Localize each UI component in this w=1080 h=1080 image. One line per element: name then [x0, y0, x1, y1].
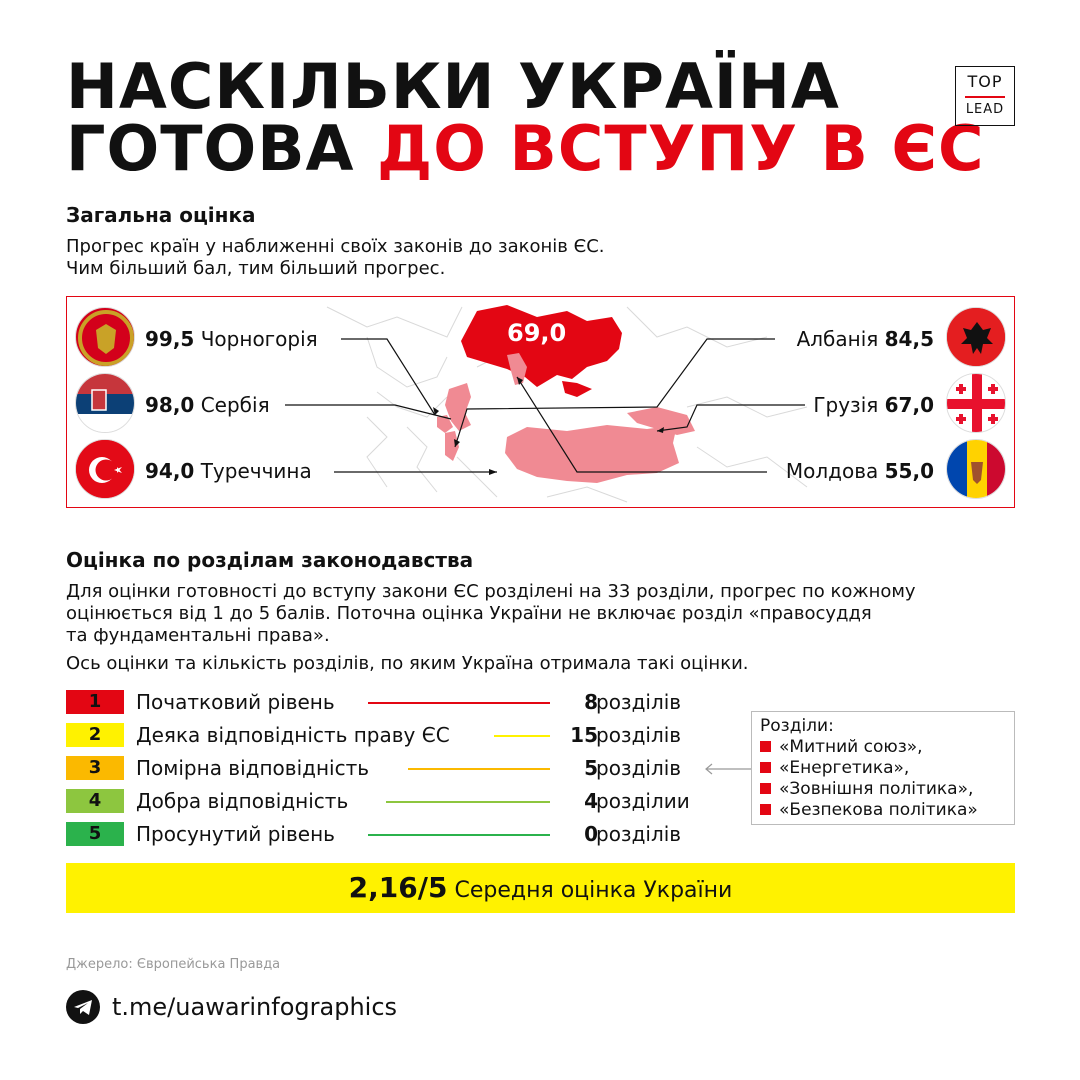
map-border — [687, 397, 807, 417]
country-montenegro — [145, 327, 318, 351]
telegram-icon[interactable] — [66, 990, 100, 1024]
country-georgia — [813, 393, 934, 417]
rating-unit: розділів — [596, 723, 682, 747]
rating-row-5 — [66, 822, 706, 846]
rating-row-1 — [66, 690, 706, 714]
source-note: Джерело: Європейська Правда — [66, 957, 281, 972]
rating-unit: розділів — [596, 756, 682, 780]
title-line2-black: ГОТОВА — [66, 112, 378, 185]
albania-flag-icon — [946, 307, 1006, 367]
arrowhead — [489, 469, 497, 475]
title-line2 — [66, 112, 985, 185]
map-border — [627, 307, 767, 347]
section-item — [760, 800, 1006, 821]
country-turkey — [145, 459, 312, 483]
overall-desc-line2: Чим більший бал, тим більший прогрес. — [66, 258, 446, 279]
rating-count: 8 — [584, 690, 598, 714]
rating-row-2 — [66, 723, 706, 747]
rating-count: 0 — [584, 822, 598, 846]
overall-desc-line1: Прогрес країн у наближенні своїх законів до законів ЄС. — [66, 236, 605, 257]
ukraine-score: 69,0 — [507, 319, 567, 347]
title-line1: НАСКІЛЬКИ УКРАЇНА — [66, 50, 840, 123]
rating-level-box: 1 — [66, 690, 124, 714]
rating-connector-line — [368, 834, 550, 836]
average-label: Середня оцінка України — [454, 878, 733, 903]
section-item — [760, 737, 1006, 758]
georgia-name: Грузія — [813, 393, 879, 417]
rating-connector-line — [494, 735, 550, 737]
section-item — [760, 779, 1006, 800]
rating-level-box: 4 — [66, 789, 124, 813]
moldova-name: Молдова — [785, 459, 879, 483]
logo-top: TOP — [967, 72, 1003, 91]
average-score: 2,16/5 — [348, 871, 448, 904]
turkey-score: 94,0 — [145, 459, 195, 483]
section-item-text: «Енергетика», — [779, 758, 910, 778]
section-item — [760, 758, 1006, 779]
chapters-desc-line4: Ось оцінки та кількість розділів, по яким Україна отримала такі оцінки. — [66, 653, 749, 674]
rating-label: Помірна відповідність — [136, 756, 370, 780]
title-line2-red: ДО ВСТУПУ В ЄС — [377, 112, 985, 185]
albania-shape — [445, 431, 459, 461]
rating-label: Добра відповідність — [136, 789, 349, 813]
section-item-text: «Безпекова політика» — [779, 800, 978, 820]
serbia-flag-icon — [75, 373, 135, 433]
rating-count: 15 — [570, 723, 598, 747]
map-border — [367, 417, 387, 487]
bullet-square-icon — [760, 762, 771, 773]
chapters-desc-line3: та фундаментальні права». — [66, 625, 330, 646]
section-item-text: «Митний союз», — [779, 737, 923, 757]
sections-box — [751, 711, 1015, 825]
rating-row-4 — [66, 789, 706, 813]
turkey-name: Туреччина — [200, 459, 312, 483]
country-moldova — [786, 459, 934, 483]
albania-name: Албанія — [796, 327, 879, 351]
serbia-name: Сербія — [200, 393, 270, 417]
rating-count: 4 — [584, 789, 598, 813]
turkey-shape — [505, 425, 679, 483]
telegram-link[interactable]: t.me/uawarinfographics — [112, 993, 398, 1021]
page-title — [66, 50, 985, 185]
chapters-desc-line1: Для оцінки готовності до вступу закони ЄС розділені на 33 розділи, прогрес по кожному — [66, 581, 916, 602]
rating-connector-line — [408, 768, 550, 770]
country-albania — [797, 327, 934, 351]
rating-count: 5 — [584, 756, 598, 780]
chapters-desc-line2: оцінюється від 1 до 5 балів. Поточна оцінка України не включає розділ «правосуддя — [66, 603, 872, 624]
rating-level-box: 3 — [66, 756, 124, 780]
rating-level-box: 5 — [66, 822, 124, 846]
bullet-square-icon — [760, 741, 771, 752]
georgia-score: 67,0 — [884, 393, 934, 417]
average-score-banner — [66, 863, 1015, 913]
rating-label: Просунутий рівень — [136, 822, 335, 846]
rating-connector-line — [386, 801, 550, 803]
overall-heading: Загальна оцінка — [66, 203, 256, 227]
map-border — [327, 307, 462, 337]
moldova-score: 55,0 — [884, 459, 934, 483]
section-item-text: «Зовнішня політика», — [779, 779, 974, 799]
map-border — [457, 457, 497, 497]
rating-connector-line — [368, 702, 550, 704]
country-serbia — [145, 393, 270, 417]
albania-score: 84,5 — [884, 327, 934, 351]
chapters-heading: Оцінка по розділам законодавства — [66, 548, 474, 572]
leader-montenegro — [341, 339, 435, 415]
georgia-flag-icon — [946, 373, 1006, 433]
rating-unit: розділів — [596, 690, 682, 714]
bullet-square-icon — [760, 804, 771, 815]
map-border — [367, 337, 447, 387]
rating-level-box: 2 — [66, 723, 124, 747]
moldova-flag-icon — [946, 439, 1006, 499]
rating-label: Початковий рівень — [136, 690, 335, 714]
rating-unit: розділии — [596, 789, 690, 813]
rating-label: Деяка відповідність праву ЄС — [136, 723, 450, 747]
europe-map-panel — [66, 296, 1015, 508]
sections-title: Розділи: — [760, 716, 834, 736]
map-border — [407, 427, 437, 492]
montenegro-name: Чорногорія — [200, 327, 318, 351]
bullet-square-icon — [760, 783, 771, 794]
logo-bottom: LEAD — [965, 101, 1005, 117]
serbia-score: 98,0 — [145, 393, 195, 417]
map-border — [547, 487, 627, 502]
montenegro-flag-icon — [75, 307, 135, 367]
logo-divider — [965, 96, 1005, 98]
sections-arrow-icon — [702, 762, 752, 776]
rating-unit: розділів — [596, 822, 682, 846]
turkey-flag-icon — [75, 439, 135, 499]
montenegro-score: 99,5 — [145, 327, 195, 351]
rating-row-3 — [66, 756, 706, 780]
toplead-logo — [955, 66, 1015, 126]
